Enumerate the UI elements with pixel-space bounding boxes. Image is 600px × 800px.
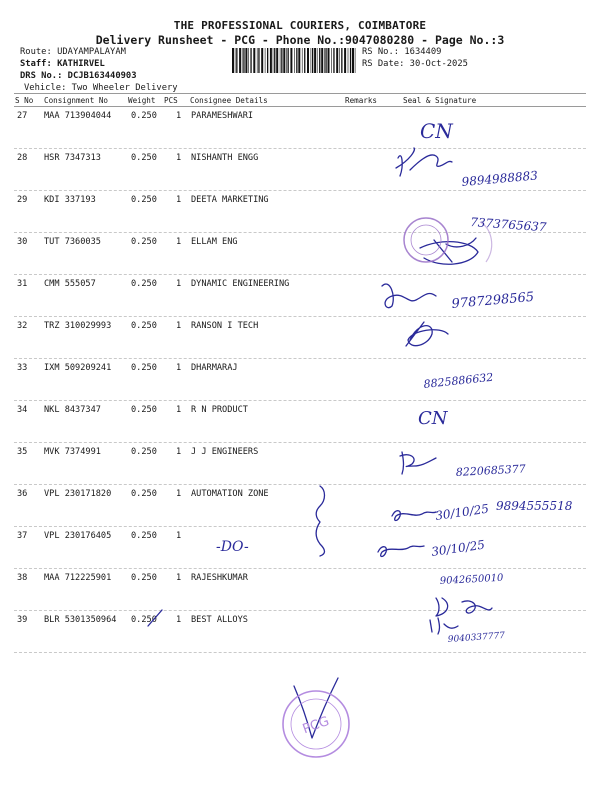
row-divider — [14, 442, 586, 443]
row-divider — [14, 526, 586, 527]
hw-38-phone: 9042650010 — [439, 572, 504, 587]
cell-sno: 31 — [17, 279, 28, 289]
cell-consignment: BLR 5301350964 — [44, 615, 117, 625]
table-row — [0, 108, 600, 150]
cell-weight: 0.250 — [131, 195, 157, 205]
cell-pcs: 1 — [176, 447, 182, 457]
cell-consignment: KDI 337193 — [44, 195, 96, 205]
drs-line — [20, 71, 137, 81]
cell-weight: 0.250 — [131, 153, 157, 163]
rs-date-label: RS Date: — [362, 59, 405, 69]
table-row — [0, 444, 600, 486]
hw-34-cn: CN — [418, 408, 448, 429]
cell-weight: 0.250 — [131, 237, 157, 247]
cell-consignment: NKL 8437347 — [44, 405, 101, 415]
hw-33-phone: 8825886632 — [422, 370, 494, 391]
col-weight: Weight — [128, 96, 156, 105]
cell-sno: 35 — [17, 447, 28, 457]
cell-consignee: RANSON I TECH — [191, 321, 259, 331]
table-row — [0, 486, 600, 528]
header-top-rule — [14, 93, 586, 94]
row-divider — [14, 568, 586, 569]
cell-sno: 34 — [17, 405, 28, 415]
rs-no-label: RS No.: — [362, 47, 400, 57]
company-title: THE PROFESSIONAL COURIERS, COIMBATORE — [173, 19, 427, 32]
cell-sno: 27 — [17, 111, 28, 121]
row-divider — [14, 190, 586, 191]
cell-pcs: 1 — [176, 279, 182, 289]
cell-weight: 0.250 — [131, 489, 157, 499]
bottom-stamp-text: PCG — [300, 713, 332, 738]
rs-no-value: 1634409 — [404, 47, 442, 57]
cell-weight: 0.250 — [131, 363, 157, 373]
table-row — [0, 402, 600, 444]
table-row — [0, 570, 600, 612]
hw-39-phone: 9040337777 — [447, 631, 506, 645]
rs-no-line — [362, 47, 441, 57]
rs-date-line — [362, 59, 468, 69]
cell-consignee: R N PRODUCT — [191, 405, 248, 415]
hw-29-phone: 7373765637 — [469, 215, 547, 235]
cell-pcs: 1 — [176, 489, 182, 499]
vehicle-line — [24, 83, 178, 93]
cell-sno: 32 — [17, 321, 28, 331]
hw-36-date: 30/10/25 — [434, 501, 490, 523]
table-row — [0, 318, 600, 360]
cell-consignment: TRZ 310029993 — [44, 321, 112, 331]
cell-weight: 0.250 — [131, 279, 157, 289]
col-consignment: Consignment No — [44, 96, 109, 105]
cell-consignment: MVK 7374991 — [44, 447, 101, 457]
staff-label: Staff: — [20, 59, 52, 69]
row-divider — [14, 652, 586, 653]
bottom-tick-icon — [294, 678, 338, 738]
cell-consignee: J J ENGINEERS — [191, 447, 259, 457]
cell-consignment: HSR 7347313 — [44, 153, 101, 163]
row-divider — [14, 148, 586, 149]
row-divider — [14, 610, 586, 611]
bottom-stamp-icon — [283, 691, 349, 757]
table-row — [0, 276, 600, 318]
drs-value: DCJB163440903 — [67, 71, 137, 81]
col-seal: Seal & Signature — [403, 96, 477, 105]
cell-consignee: RAJESHKUMAR — [191, 573, 248, 583]
row-divider — [14, 232, 586, 233]
cell-pcs: 1 — [176, 573, 182, 583]
row-divider — [14, 358, 586, 359]
cell-sno: 36 — [17, 489, 28, 499]
staff-line — [20, 59, 105, 69]
cell-consignee: BEST ALLOYS — [191, 615, 248, 625]
cell-pcs: 1 — [176, 321, 182, 331]
cell-consignee: ELLAM ENG — [191, 237, 238, 247]
hw-37-ditto: -DO- — [216, 539, 249, 555]
cell-pcs: 1 — [176, 531, 182, 541]
runsheet-subtitle: Delivery Runsheet - PCG - Phone No.:9047080280 - Page No.:3 — [95, 33, 505, 47]
cell-sno: 30 — [17, 237, 28, 247]
cell-consignee: NISHANTH ENGG — [191, 153, 259, 163]
cell-sno: 39 — [17, 615, 28, 625]
barcode-icon — [232, 48, 358, 73]
table-row — [0, 612, 600, 654]
row-divider — [14, 316, 586, 317]
cell-consignment: IXM 509209241 — [44, 363, 112, 373]
cell-pcs: 1 — [176, 195, 182, 205]
cell-sno: 33 — [17, 363, 28, 373]
hw-36-phone: 9894555518 — [496, 499, 573, 513]
cell-consignee: DEETA MARKETING — [191, 195, 269, 205]
table-row — [0, 192, 600, 234]
header-bottom-rule — [14, 106, 586, 107]
col-remarks: Remarks — [345, 96, 378, 105]
cell-weight: 0.250 — [131, 573, 157, 583]
cell-consignment: VPL 230176405 — [44, 531, 112, 541]
table-row — [0, 150, 600, 192]
hw-35-phone: 8220685377 — [455, 462, 527, 479]
cell-sno: 29 — [17, 195, 28, 205]
row-divider — [14, 400, 586, 401]
cell-consignment: TUT 7360035 — [44, 237, 101, 247]
cell-pcs: 1 — [176, 615, 182, 625]
route-line — [20, 47, 126, 57]
col-pcs: PCS — [164, 96, 178, 105]
cell-sno: 38 — [17, 573, 28, 583]
cell-weight: 0.250 — [131, 615, 157, 625]
cell-weight: 0.250 — [131, 447, 157, 457]
cell-weight: 0.250 — [131, 531, 157, 541]
cell-consignment: CMM 555057 — [44, 279, 96, 289]
vehicle-label: Vehicle: — [24, 83, 67, 93]
table-row — [0, 360, 600, 402]
cell-pcs: 1 — [176, 405, 182, 415]
rs-date-value: 30-Oct-2025 — [409, 59, 468, 69]
row-divider — [14, 274, 586, 275]
hw-37-date: 30/10/25 — [430, 537, 486, 559]
cell-consignment: VPL 230171820 — [44, 489, 112, 499]
cell-sno: 37 — [17, 531, 28, 541]
table-row — [0, 528, 600, 570]
cell-pcs: 1 — [176, 111, 182, 121]
cell-consignment: MAA 713904044 — [44, 111, 112, 121]
hw-27-cn: CN — [420, 119, 453, 143]
cell-pcs: 1 — [176, 153, 182, 163]
cell-consignee: AUTOMATION ZONE — [191, 489, 269, 499]
drs-label: DRS No.: — [20, 71, 63, 81]
cell-weight: 0.250 — [131, 111, 157, 121]
col-sno: S No — [15, 96, 34, 105]
cell-consignee: PARAMESHWARI — [191, 111, 254, 121]
col-consignee: Consignee Details — [190, 96, 268, 105]
row-divider — [14, 484, 586, 485]
cell-consignment: MAA 712225901 — [44, 573, 112, 583]
route-value: UDAYAMPALAYAM — [57, 47, 126, 57]
table-row — [0, 234, 600, 276]
route-label: Route: — [20, 47, 52, 57]
cell-pcs: 1 — [176, 237, 182, 247]
hw-31-phone: 9787298565 — [451, 289, 535, 312]
cell-sno: 28 — [17, 153, 28, 163]
cell-consignee: DHARMARAJ — [191, 363, 238, 373]
cell-consignee: DYNAMIC ENGINEERING — [191, 279, 290, 289]
cell-pcs: 1 — [176, 363, 182, 373]
staff-value: KATHIRVEL — [57, 59, 105, 69]
cell-weight: 0.250 — [131, 321, 157, 331]
hw-28-phone: 9894988883 — [461, 168, 539, 189]
vehicle-value: Two Wheeler Delivery — [71, 83, 178, 93]
cell-weight: 0.250 — [131, 405, 157, 415]
